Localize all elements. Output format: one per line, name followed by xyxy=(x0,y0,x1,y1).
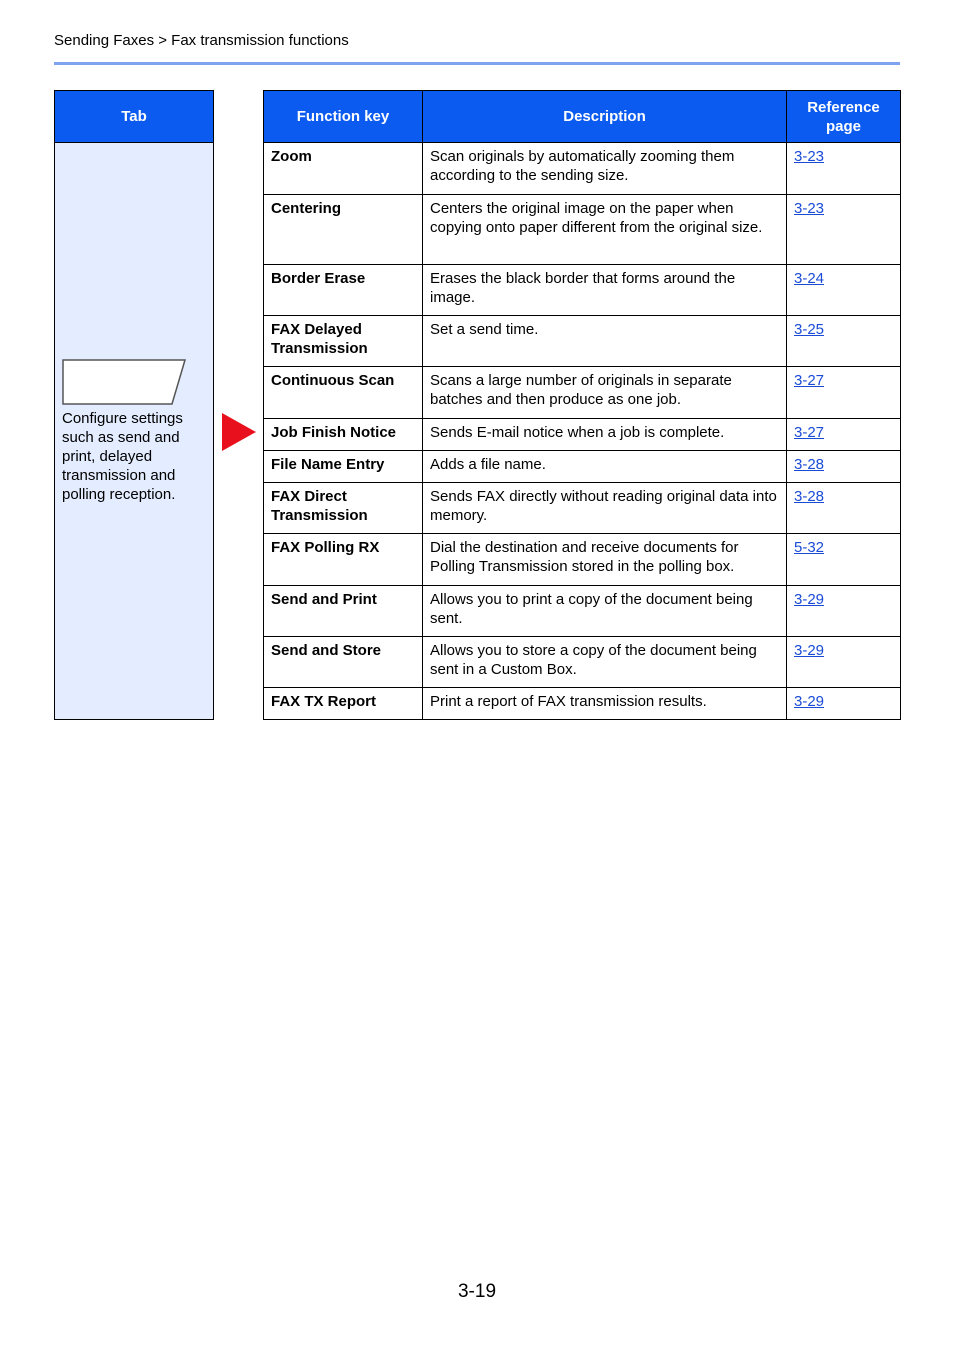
function-description: Sends E-mail notice when a job is complete. xyxy=(423,419,787,451)
table-row xyxy=(264,367,901,419)
table-row xyxy=(264,483,901,534)
function-description: Adds a file name. xyxy=(423,451,787,483)
function-key: Zoom xyxy=(264,143,423,195)
function-key: Send and Print xyxy=(264,586,423,637)
function-description: Dial the destination and receive documents for Polling Transmission stored in the polling box. xyxy=(423,534,787,586)
arrow-right-icon xyxy=(222,413,256,451)
table-row xyxy=(264,143,901,195)
function-description: Erases the black border that forms around the image. xyxy=(423,265,787,316)
table-row xyxy=(264,586,901,637)
reference-link[interactable]: 5-32 xyxy=(794,539,825,556)
page-number: 3-19 xyxy=(457,1281,497,1302)
reference-link[interactable]: 3-29 xyxy=(794,642,825,659)
table-row xyxy=(264,688,901,720)
function-key: FAX Polling RX xyxy=(264,534,423,586)
reference-link[interactable]: 3-28 xyxy=(794,456,825,473)
reference-link[interactable]: 3-29 xyxy=(794,693,825,710)
function-description: Allows you to store a copy of the document being sent in a Custom Box. xyxy=(423,637,787,688)
reference-link[interactable]: 3-27 xyxy=(794,372,825,389)
function-description: Print a report of FAX transmission results. xyxy=(423,688,787,720)
reference-link[interactable]: 3-25 xyxy=(794,321,825,338)
table-row xyxy=(264,195,901,265)
function-key: FAX Direct Transmission xyxy=(264,483,423,534)
function-description: Scan originals by automatically zooming them according to the sending size. xyxy=(423,143,787,195)
function-description: Set a send time. xyxy=(423,316,787,367)
function-key: FAX TX Report xyxy=(264,688,423,720)
reference-link[interactable]: 3-23 xyxy=(794,148,825,165)
function-key: Centering xyxy=(264,195,423,265)
tab-shape-icon xyxy=(62,359,186,405)
function-description: Sends FAX directly without reading original data into memory. xyxy=(423,483,787,534)
reference-link[interactable]: 3-28 xyxy=(794,488,825,505)
reference-link[interactable]: 3-23 xyxy=(794,200,825,217)
table-row xyxy=(264,265,901,316)
function-key: Border Erase xyxy=(264,265,423,316)
breadcrumb: Sending Faxes > Fax transmission functions xyxy=(54,32,349,49)
function-key: Continuous Scan xyxy=(264,367,423,419)
header-reference-page: Reference page xyxy=(787,91,901,143)
table-row xyxy=(264,316,901,367)
header-function-key: Function key xyxy=(264,91,423,143)
table-row xyxy=(264,534,901,586)
tab-column-header: Tab xyxy=(55,91,213,143)
function-key: FAX Delayed Transmission xyxy=(264,316,423,367)
reference-link[interactable]: 3-29 xyxy=(794,591,825,608)
function-key: Job Finish Notice xyxy=(264,419,423,451)
table-row xyxy=(264,637,901,688)
tab-column xyxy=(54,90,214,720)
header-rule xyxy=(54,62,900,65)
function-description: Allows you to print a copy of the document being sent. xyxy=(423,586,787,637)
tab-description: Configure settings such as send and print, delayed transmission and polling reception. xyxy=(62,410,183,503)
function-description: Centers the original image on the paper when copying onto paper different from the original size. xyxy=(423,195,787,265)
function-table xyxy=(263,90,901,720)
function-key: File Name Entry xyxy=(264,451,423,483)
table-header-row xyxy=(264,91,901,143)
function-key: Send and Store xyxy=(264,637,423,688)
table-row xyxy=(264,419,901,451)
reference-link[interactable]: 3-27 xyxy=(794,424,825,441)
function-description: Scans a large number of originals in separate batches and then produce as one job. xyxy=(423,367,787,419)
reference-link[interactable]: 3-24 xyxy=(794,270,825,287)
table-row xyxy=(264,451,901,483)
header-description: Description xyxy=(423,91,787,143)
